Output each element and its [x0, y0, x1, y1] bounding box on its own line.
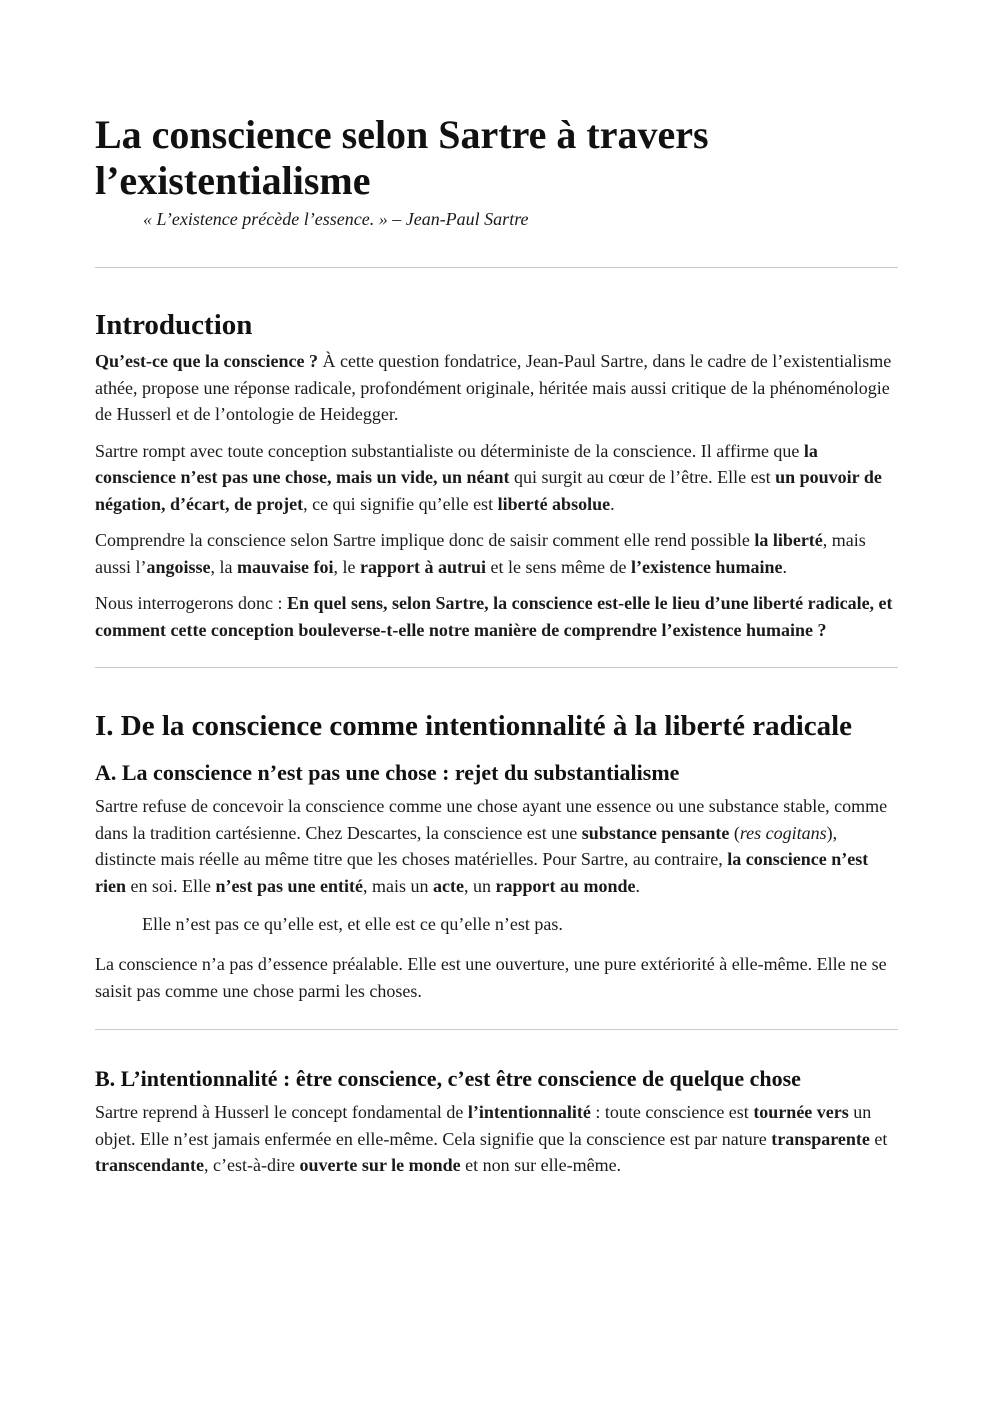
divider-2 [95, 667, 898, 668]
intro-paragraph-2: Sartre rompt avec toute conception substantialiste ou déterministe de la conscience. Il affirme que la conscience n’est pas une chose, mais un vide, un néant qui surgit au cœur de l’être. Elle est un pouvoir de négation, d’écart, de projet, ce qui signifie qu’elle est liberté absolue. [95, 440, 882, 514]
intro-paragraph-3: Comprendre la conscience selon Sartre implique donc de saisir comment elle rend possible la liberté, mais aussi l’angoisse, la mauvaise foi, le rapport à autrui et le sens même de l’existence humaine. [95, 530, 866, 577]
document-title: La conscience selon Sartre à travers l’existentialisme [95, 112, 709, 203]
section-b-heading: B. L’intentionnalité : être conscience, c’est être conscience de quelque chose [95, 1066, 801, 1091]
intro-paragraph-4: Nous interrogerons donc : En quel sens, selon Sartre, la conscience est-elle le lieu d’une liberté radicale, et comment cette conception bouleverse-t-elle notre manière de comprendre l’existence humaine ? [95, 593, 893, 640]
intro-body [95, 348, 898, 643]
intro-heading: Introduction [95, 309, 253, 341]
divider-3 [95, 1029, 898, 1030]
epigraph: « L’existence précède l’essence. » – Jean-Paul Sartre [143, 209, 529, 229]
section-a-paragraph-2: La conscience n’a pas d’essence préalable. Elle est une ouverture, une pure extériorité à elle-même. Elle ne se saisit pas comme une chose parmi les choses. [95, 954, 887, 1001]
section-b-body [95, 1099, 898, 1179]
intro-paragraph-1: Qu’est-ce que la conscience ? À cette question fondatrice, Jean-Paul Sartre, dans le cadre de l’existentialisme athée, propose une réponse radicale, profondément originale, héritée mais aussi critique de la phénoménologie de Husserl et de l’ontologie de Heidegger. [95, 351, 892, 424]
section-a-paragraph-1: Sartre refuse de concevoir la conscience comme une chose ayant une essence ou une substance stable, comme dans la tradition cartésienne. Chez Descartes, la conscience est une substance pensante (res cogitans), distincte mais réelle au même titre que les choses matérielles. Pour Sartre, au contraire, la conscience n’est rien en soi. Elle n’est pas une entité, mais un acte, un rapport au monde. [95, 796, 888, 896]
quote-block: Elle n’est pas ce qu’elle est, et elle est ce qu’elle n’est pas. [142, 914, 563, 934]
section-a-body [95, 793, 898, 1004]
section-a-heading: A. La conscience n’est pas une chose : rejet du substantialisme [95, 760, 680, 785]
divider-1 [95, 267, 898, 268]
section-b-paragraph-1: Sartre reprend à Husserl le concept fondamental de l’intentionnalité : toute conscience est tournée vers un objet. Elle n’est jamais enfermée en elle-même. Cela signifie que la conscience est par nature transparente et transcendante, c’est-à-dire ouverte sur le monde et non sur elle-même. [95, 1102, 888, 1175]
part1-heading: I. De la conscience comme intentionnalité à la liberté radicale [95, 710, 853, 742]
